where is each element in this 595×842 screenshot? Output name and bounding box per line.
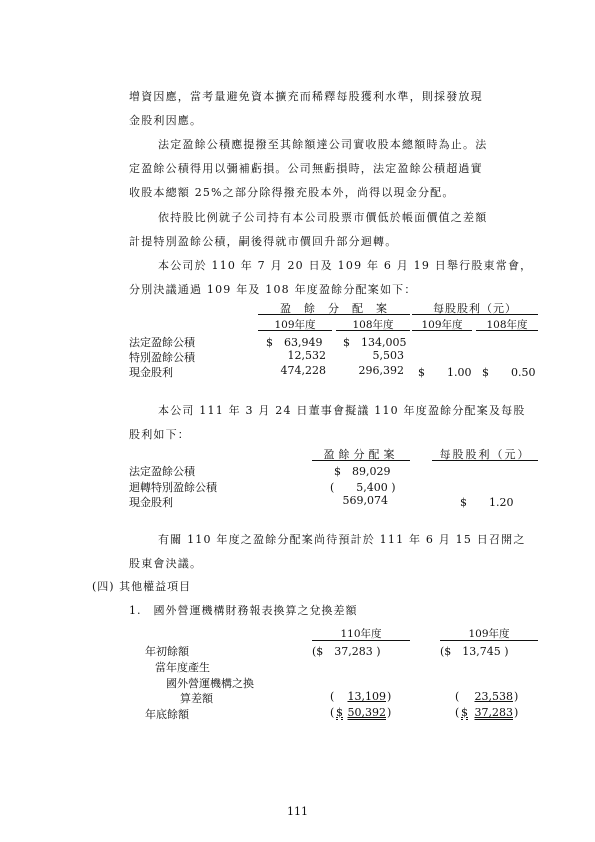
table-cell: ($ 13,745 )	[440, 645, 509, 658]
paren-open: (	[455, 706, 460, 719]
divider	[258, 330, 332, 331]
column-header: 109年度	[421, 319, 463, 331]
section-heading: (四) 其他權益項目	[92, 580, 192, 593]
table-cell: $ 1.20	[460, 496, 514, 509]
table-cell: ($ 37,283 )	[312, 645, 381, 658]
table-cell: 23,538	[474, 690, 513, 703]
currency-symbol: $	[461, 706, 468, 719]
paragraph-line: 有關 110 年度之盈餘分配案尚待預計於 111 年 6 月 15 日召開之	[158, 533, 526, 546]
table-cell: 296,392	[358, 364, 404, 377]
divider	[336, 330, 410, 331]
table-row-label: 年底餘額	[145, 708, 189, 721]
column-header: 108年度	[486, 319, 528, 331]
table-cell: $ 89,029	[334, 465, 391, 478]
divider	[440, 640, 538, 641]
table-cell: 13,109	[347, 690, 386, 703]
table-cell: $ 134,005	[343, 336, 407, 349]
paragraph-line: 計提特別盈餘公積，嗣後得就市價回升部分迴轉。	[129, 235, 398, 248]
table-cell: 474,228	[280, 364, 326, 377]
table-row-label: 現金股利	[129, 496, 173, 509]
paragraph-line: 收股本總額 25%之部分除得撥充股本外，尚得以現金分配。	[129, 186, 455, 199]
table-row-label: 國外營運機構之換	[166, 677, 254, 690]
paragraph-line: 股東會決議。	[129, 557, 203, 570]
column-header: 110年度	[340, 628, 382, 640]
table-cell: ( 5,400 )	[330, 481, 396, 494]
table-row-label: 特別盈餘公積	[129, 351, 195, 364]
table-cell: 37,283	[474, 706, 513, 719]
column-header: 109年度	[274, 319, 316, 331]
table-row-label: 法定盈餘公積	[129, 465, 195, 478]
paren-close: )	[387, 690, 392, 703]
table-cell: 12,532	[287, 349, 326, 362]
table-row-label: 法定盈餘公積	[129, 336, 195, 349]
table-row-label: 算差額	[180, 692, 213, 705]
table-header-group: 盈餘分配案	[323, 448, 399, 461]
table-cell: $ 63,949	[266, 336, 323, 349]
paragraph-line: 本公司 111 年 3 月 24 日董事會擬議 110 年度盈餘分配案及每股	[158, 404, 526, 417]
currency-symbol: $	[336, 706, 343, 719]
column-header: 109年度	[468, 628, 510, 640]
table-cell: $ 0.50	[482, 366, 536, 379]
table-header-group: 每股股利（元）	[433, 302, 517, 315]
paren-close: )	[514, 690, 519, 703]
divider	[312, 640, 410, 641]
paren-open: (	[330, 690, 335, 703]
table-cell: $ 1.00	[418, 366, 472, 379]
table-cell: 569,074	[342, 494, 388, 507]
paragraph-line: 分別決議通過 109 年及 108 年度盈餘分配案如下：	[129, 283, 417, 296]
table-cell: 50,392	[347, 706, 386, 719]
paragraph-line: 本公司於 110 年 7 月 20 日及 109 年 6 月 19 日舉行股東常會，	[158, 259, 533, 272]
paren-open: (	[330, 706, 335, 719]
table-row-label: 迴轉特別盈餘公積	[129, 481, 217, 494]
divider	[312, 460, 410, 461]
paragraph-line: 股利如下：	[129, 428, 190, 441]
table-cell: 5,503	[372, 349, 404, 362]
paragraph-line: 金股利因應。	[129, 114, 203, 127]
divider	[412, 314, 538, 315]
paren-close: )	[514, 706, 519, 719]
divider	[412, 330, 472, 331]
paragraph-line: 增資因應，當考量避免資本擴充而稀釋每股獲利水準，則採發放現	[129, 90, 483, 103]
table-row-label: 年初餘額	[145, 645, 189, 658]
divider	[258, 314, 410, 315]
paragraph-line: 定盈餘公積得用以彌補虧損。公司無虧損時，法定盈餘公積超過實	[129, 162, 483, 175]
divider	[432, 460, 538, 461]
page-number: 111	[287, 805, 308, 818]
divider	[476, 330, 538, 331]
table-header-group: 每股股利（元）	[439, 448, 531, 461]
sub-heading: 1. 國外營運機構財務報表換算之兌換差額	[129, 604, 358, 617]
column-header: 108年度	[352, 319, 394, 331]
paragraph-line: 法定盈餘公積應提撥至其餘額達公司實收股本總額時為止。法	[158, 138, 488, 151]
table-row-label: 當年度產生	[155, 661, 210, 674]
paren-close: )	[387, 706, 392, 719]
paren-open: (	[455, 690, 460, 703]
table-header-group: 盈 餘 分 配 案	[280, 302, 388, 315]
paragraph-line: 依持股比例就子公司持有本公司股票市價低於帳面價值之差額	[158, 211, 488, 224]
table-row-label: 現金股利	[129, 366, 173, 379]
